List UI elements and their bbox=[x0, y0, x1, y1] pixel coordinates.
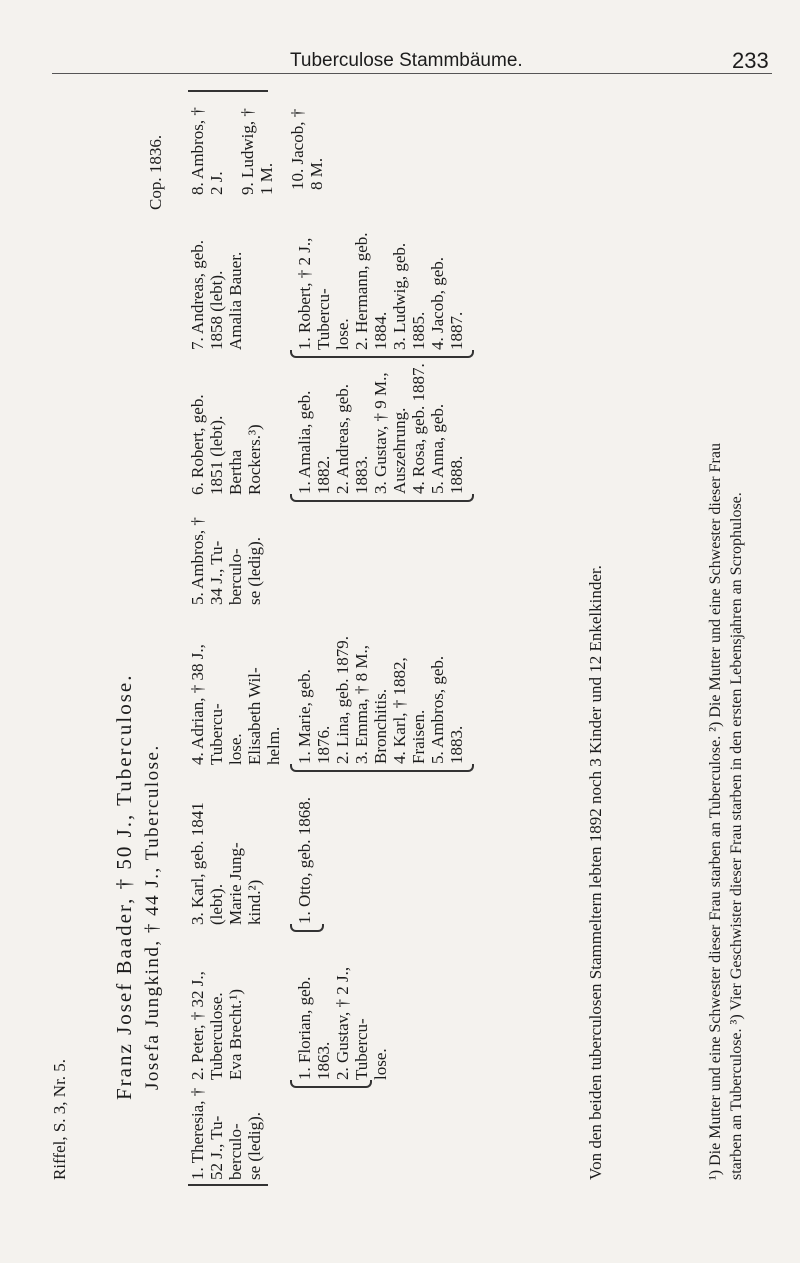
rotated-pedigree-page bbox=[50, 80, 770, 1180]
child-6: 6. Robert, geb. 1851 (lebt). Bertha Rockers.³) bbox=[188, 394, 264, 495]
child-3: 3. Karl, geb. 1841 (lebt). Marie Jung- kind.²) bbox=[188, 802, 264, 925]
child-10: 10. Jacob, † 8 M. bbox=[288, 108, 326, 190]
grandchildren-peter: 1. Florian, geb. 1863. 2. Gustav, † 2 J., Tubercu- lose. bbox=[295, 966, 390, 1080]
child-1: 1. Theresia, † 52 J., Tu- berculo- se (ledig). bbox=[188, 1087, 264, 1180]
footnote-line-2: starben an Tuberculose. ³) Vier Geschwister dieser Frau starben in den ersten Lebensjahren an Scrophulose. bbox=[728, 492, 745, 1180]
header-rule bbox=[52, 73, 772, 74]
child-7: 7. Andreas, geb. 1858 (lebt). Amalia Bauer. bbox=[188, 239, 245, 350]
child-9: 9. Ludwig, † 1 M. bbox=[238, 108, 276, 195]
footnote-line-1: ¹) Die Mutter und eine Schwester dieser Frau starben an Tuberculose. ²) Die Mutter und eine Schwester dieser Frau bbox=[707, 443, 724, 1180]
child-8: 8. Ambros, † 2 J. bbox=[188, 107, 226, 195]
brace-right-bar bbox=[188, 90, 268, 92]
father-name: Franz Josef Baader, † 50 J., Tuberculose. bbox=[112, 673, 136, 1100]
brace-karl bbox=[290, 924, 324, 932]
grandchildren-andreas: 1. Robert, † 2 J., Tubercu- lose. 2. Hermann, geb. 1884. 3. Ludwig, geb. 1885. 4. Jacob, geb. 1887. bbox=[295, 232, 466, 350]
brace-peter bbox=[290, 1080, 372, 1088]
brace-adrian bbox=[290, 764, 474, 772]
child-4: 4. Adrian, † 38 J., Tubercu- lose. Elisabeth Wil- helm. bbox=[188, 644, 283, 765]
grandchildren-karl: 1. Otto, geb. 1868. bbox=[295, 796, 314, 924]
source-label: Riffel, S. 3, Nr. 5. bbox=[50, 1058, 69, 1180]
brace-left-bar bbox=[188, 1184, 268, 1186]
grandchildren-adrian: 1. Marie, geb. 1876. 2. Lina, geb. 1879. 3. Emma, † 8 M., Bronchitis. 4. Karl, † 1882, Fraisen. 5. Ambros, geb. 1883. bbox=[295, 636, 466, 764]
brace-robert bbox=[290, 494, 474, 502]
grandchildren-robert: 1. Amalia, geb. 1882. 2. Andreas, geb. 1883. 3. Gustav, † 9 M., Auszehrung. 4. Rosa, geb. 1887. 5. Anna, geb. 1888. bbox=[295, 363, 466, 494]
marriage-year: Cop. 1836. bbox=[146, 134, 165, 210]
summary-sentence: Von den beiden tuberculosen Stammeltern lebten 1892 noch 3 Kinder und 12 Enkelkinder. bbox=[586, 565, 605, 1180]
running-header-title: Tuberculose Stammbäume. bbox=[290, 50, 523, 71]
mother-name: Josefa Jungkind, † 44 J., Tuberculose. bbox=[142, 744, 163, 1090]
child-2: 2. Peter, † 32 J., Tuberculose. Eva Brecht.¹) bbox=[188, 971, 245, 1080]
brace-andreas bbox=[290, 350, 474, 358]
page-number: 233 bbox=[732, 48, 769, 73]
child-5: 5. Ambros, † 34 J., Tu- berculo- se (ledig). bbox=[188, 517, 264, 605]
